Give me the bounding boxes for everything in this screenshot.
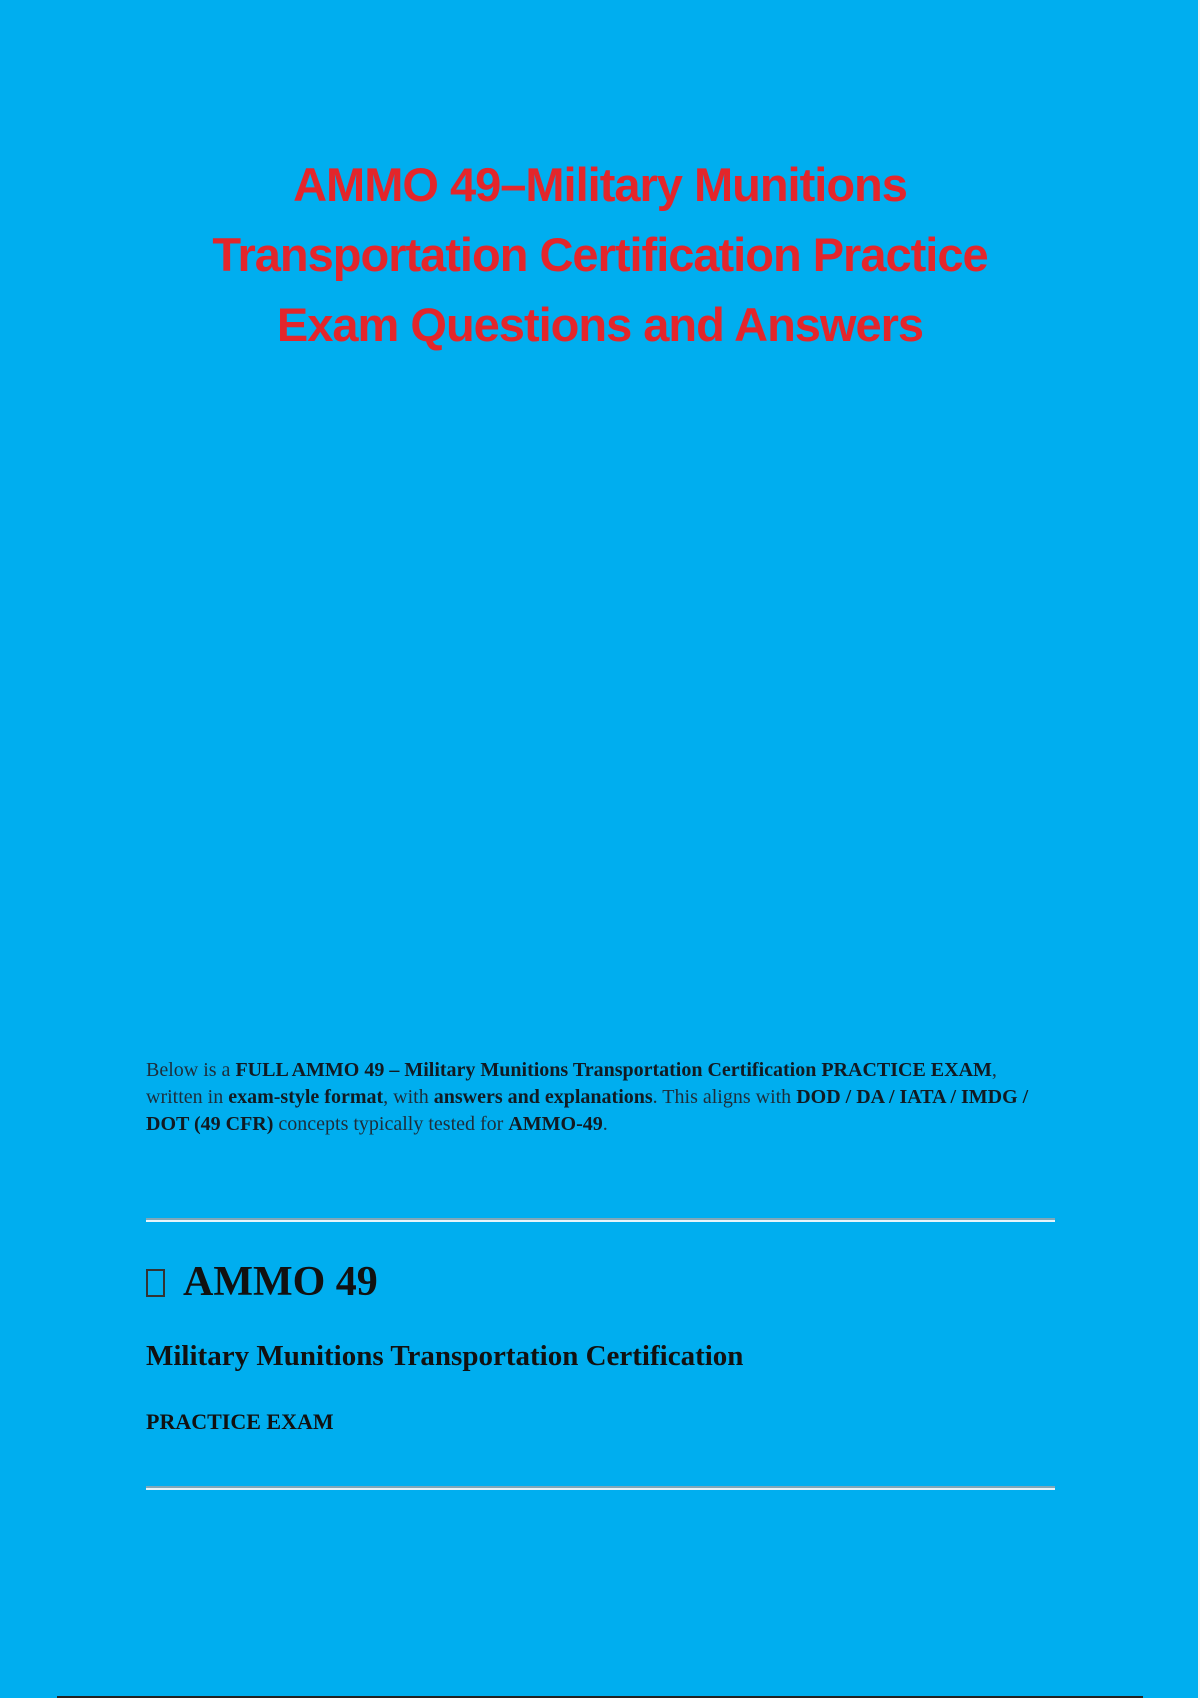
exam-heading [146,1256,378,1308]
section-divider-top [146,1218,1055,1222]
intro-paragraph [146,1057,1046,1138]
intro-code: AMMO-49 [508,1113,603,1135]
exam-heading-text: AMMO 49 [183,1259,378,1305]
cover-title [100,150,1100,360]
section-divider-bottom [146,1486,1055,1490]
intro-regulations: DOD / DA / IATA / IMDG / DOT (49 CFR) [146,1086,1029,1135]
cover-title-line-3: Exam Questions and Answers [276,298,924,351]
intro-exam-name: FULL AMMO 49 – Military Munitions Transportation Certification PRACTICE EXAM [235,1059,992,1081]
missing-glyph-icon [146,1269,165,1297]
intro-text: , written in [146,1059,997,1108]
intro-format: exam-style format [228,1086,384,1108]
intro-answers: answers and explanations [433,1086,653,1108]
cover-title-line-1: AMMO 49–Military Munitions [293,158,907,211]
exam-label: PRACTICE EXAM [146,1409,334,1434]
cover-title-line-2: Transportation Certification Practice [212,228,988,281]
intro-text: , with [383,1086,434,1108]
intro-text: . This aligns with [652,1086,797,1108]
exam-subtitle: Military Munitions Transportation Certification [146,1340,744,1372]
intro-text: Below is a [146,1059,236,1081]
intro-text: . [602,1113,608,1135]
intro-text: concepts typically tested for [273,1113,509,1135]
footer-rule [57,1696,1143,1698]
